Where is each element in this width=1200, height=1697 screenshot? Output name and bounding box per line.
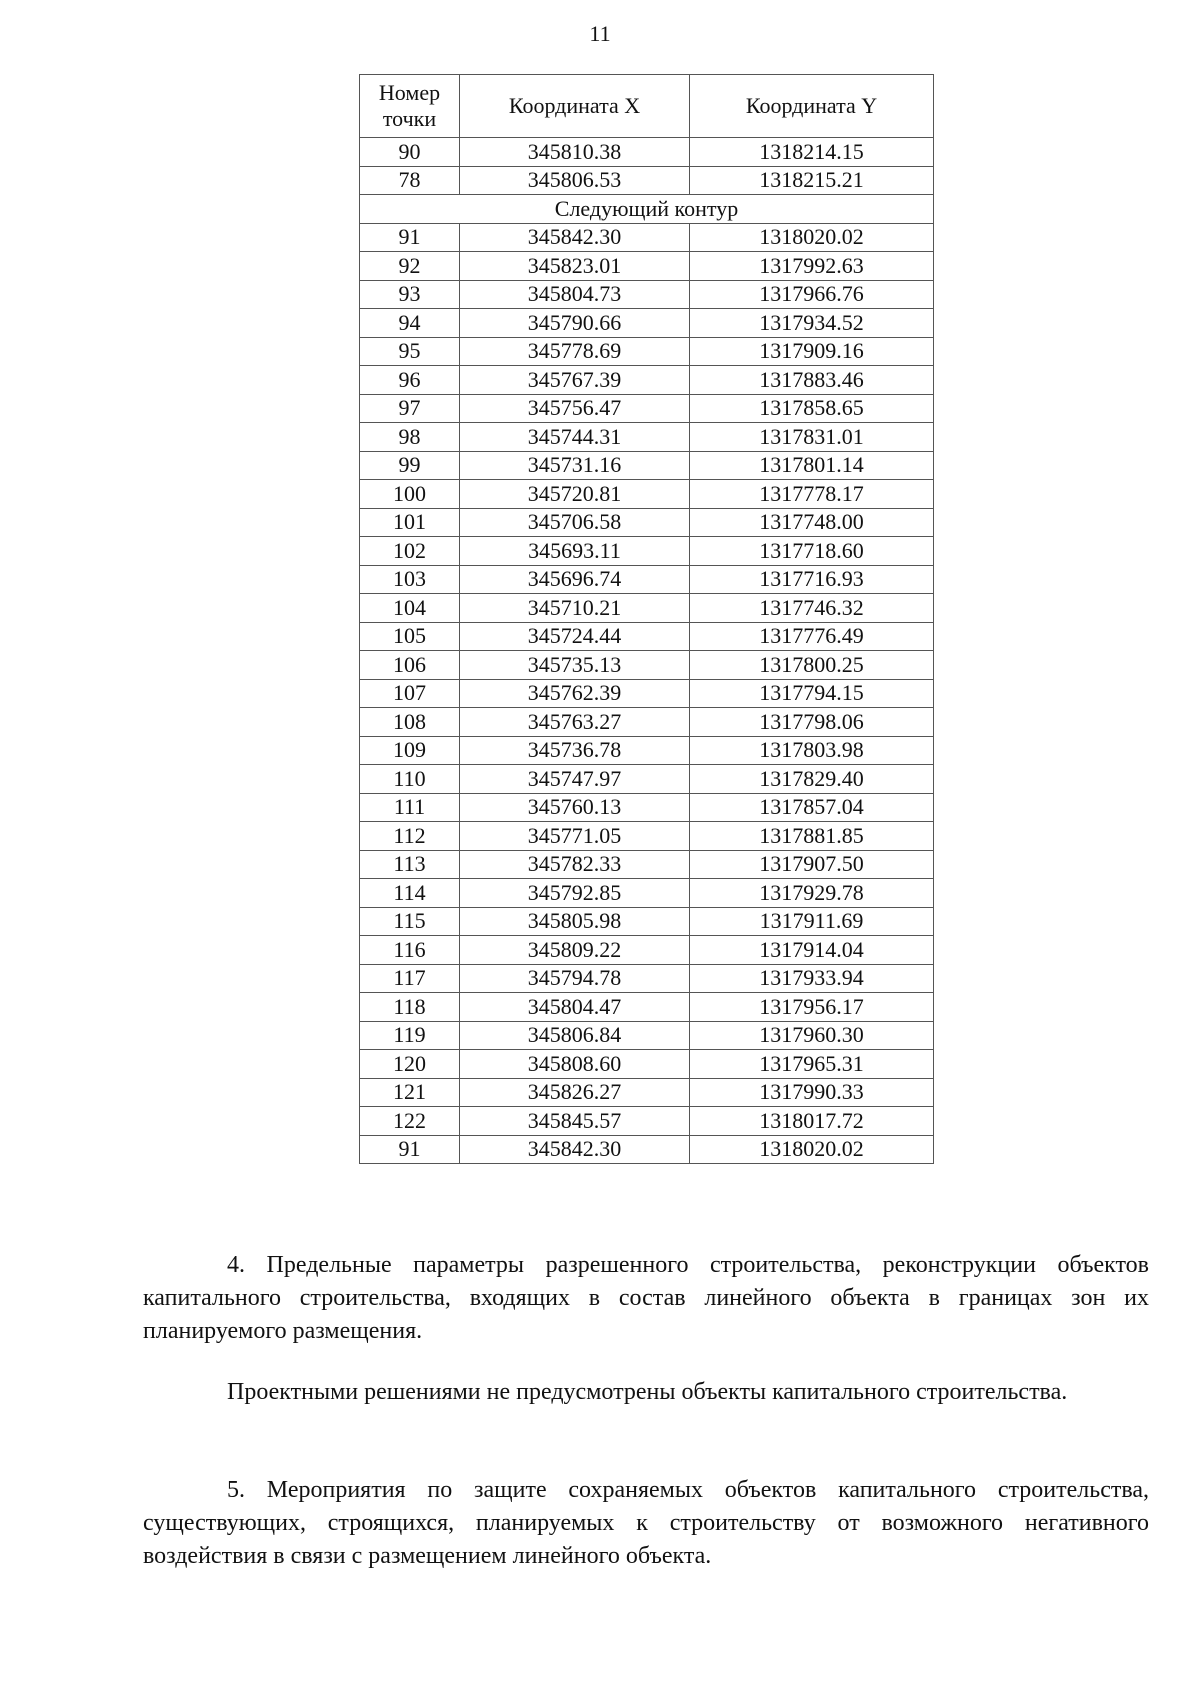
cell-coordinate-y: 1317883.46 bbox=[690, 366, 934, 395]
cell-coordinate-x: 345767.39 bbox=[460, 366, 690, 395]
note-text: Проектными решениями не предусмотрены объекты капитального строительства. bbox=[227, 1379, 1068, 1405]
cell-point-number: 94 bbox=[360, 309, 460, 338]
cell-coordinate-x: 345731.16 bbox=[460, 451, 690, 480]
cell-point-number: 97 bbox=[360, 394, 460, 423]
cell-coordinate-x: 345744.31 bbox=[460, 423, 690, 452]
cell-coordinate-y: 1318017.72 bbox=[690, 1107, 934, 1136]
cell-point-number: 93 bbox=[360, 280, 460, 309]
cell-coordinate-y: 1317748.00 bbox=[690, 508, 934, 537]
cell-point-number: 108 bbox=[360, 708, 460, 737]
table-row bbox=[360, 1107, 934, 1136]
table-row bbox=[360, 765, 934, 794]
cell-coordinate-x: 345747.97 bbox=[460, 765, 690, 794]
cell-coordinate-x: 345806.53 bbox=[460, 166, 690, 195]
cell-coordinate-y: 1317934.52 bbox=[690, 309, 934, 338]
header-coordinate-y: Координата Y bbox=[690, 75, 934, 138]
cell-coordinate-x: 345771.05 bbox=[460, 822, 690, 851]
cell-coordinate-x: 345736.78 bbox=[460, 736, 690, 765]
cell-coordinate-y: 1318215.21 bbox=[690, 166, 934, 195]
table-row bbox=[360, 793, 934, 822]
cell-coordinate-x: 345842.30 bbox=[460, 223, 690, 252]
table-row bbox=[360, 451, 934, 480]
cell-coordinate-y: 1317909.16 bbox=[690, 337, 934, 366]
table-row bbox=[360, 594, 934, 623]
table-row bbox=[360, 1050, 934, 1079]
table-row bbox=[360, 822, 934, 851]
cell-point-number: 91 bbox=[360, 1135, 460, 1164]
cell-coordinate-y: 1317911.69 bbox=[690, 907, 934, 936]
section-4-paragraph bbox=[143, 1249, 1149, 1348]
header-coordinate-x: Координата X bbox=[460, 75, 690, 138]
table-row bbox=[360, 223, 934, 252]
table-row bbox=[360, 736, 934, 765]
table-row bbox=[360, 394, 934, 423]
table-row bbox=[360, 166, 934, 195]
cell-coordinate-x: 345706.58 bbox=[460, 508, 690, 537]
table-row bbox=[360, 537, 934, 566]
cell-point-number: 113 bbox=[360, 850, 460, 879]
table-row bbox=[360, 1078, 934, 1107]
cell-point-number: 91 bbox=[360, 223, 460, 252]
table-row bbox=[360, 850, 934, 879]
section-5-text: 5. Мероприятия по защите сохраняемых объектов капитального строительства, существующих, строящихся, планируемых к строительству от возможного негативного воздействия в связи с размещением линейного объекта. bbox=[143, 1477, 1149, 1569]
cell-point-number: 114 bbox=[360, 879, 460, 908]
cell-point-number: 78 bbox=[360, 166, 460, 195]
cell-coordinate-y: 1317831.01 bbox=[690, 423, 934, 452]
cell-coordinate-x: 345808.60 bbox=[460, 1050, 690, 1079]
table-row bbox=[360, 964, 934, 993]
cell-coordinate-x: 345804.47 bbox=[460, 993, 690, 1022]
cell-point-number: 104 bbox=[360, 594, 460, 623]
cell-point-number: 99 bbox=[360, 451, 460, 480]
table-body-contour-2 bbox=[360, 223, 934, 1164]
cell-point-number: 98 bbox=[360, 423, 460, 452]
cell-coordinate-y: 1318020.02 bbox=[690, 223, 934, 252]
table-row bbox=[360, 508, 934, 537]
cell-point-number: 116 bbox=[360, 936, 460, 965]
cell-coordinate-y: 1317881.85 bbox=[690, 822, 934, 851]
cell-coordinate-y: 1317858.65 bbox=[690, 394, 934, 423]
cell-point-number: 121 bbox=[360, 1078, 460, 1107]
table-row bbox=[360, 252, 934, 281]
table-row bbox=[360, 366, 934, 395]
note-paragraph bbox=[143, 1376, 1149, 1409]
header-point-number: Номер точки bbox=[360, 75, 460, 138]
cell-coordinate-x: 345710.21 bbox=[460, 594, 690, 623]
cell-coordinate-y: 1317956.17 bbox=[690, 993, 934, 1022]
cell-point-number: 92 bbox=[360, 252, 460, 281]
cell-coordinate-y: 1317794.15 bbox=[690, 679, 934, 708]
cell-coordinate-x: 345826.27 bbox=[460, 1078, 690, 1107]
cell-coordinate-y: 1317907.50 bbox=[690, 850, 934, 879]
table-row bbox=[360, 309, 934, 338]
cell-coordinate-x: 345842.30 bbox=[460, 1135, 690, 1164]
table-row bbox=[360, 907, 934, 936]
cell-point-number: 119 bbox=[360, 1021, 460, 1050]
table-row bbox=[360, 993, 934, 1022]
cell-coordinate-y: 1317857.04 bbox=[690, 793, 934, 822]
cell-coordinate-x: 345763.27 bbox=[460, 708, 690, 737]
cell-coordinate-y: 1317776.49 bbox=[690, 622, 934, 651]
cell-coordinate-y: 1317803.98 bbox=[690, 736, 934, 765]
cell-coordinate-x: 345790.66 bbox=[460, 309, 690, 338]
section-label: Следующий контур bbox=[360, 195, 934, 224]
page-number: 11 bbox=[589, 21, 611, 46]
cell-coordinate-y: 1317929.78 bbox=[690, 879, 934, 908]
cell-coordinate-x: 345794.78 bbox=[460, 964, 690, 993]
cell-coordinate-x: 345845.57 bbox=[460, 1107, 690, 1136]
coordinates-table bbox=[359, 74, 934, 1164]
table-header-row bbox=[360, 75, 934, 138]
cell-point-number: 103 bbox=[360, 565, 460, 594]
cell-coordinate-y: 1317718.60 bbox=[690, 537, 934, 566]
cell-coordinate-y: 1317933.94 bbox=[690, 964, 934, 993]
table-section-divider bbox=[360, 195, 934, 224]
cell-coordinate-x: 345823.01 bbox=[460, 252, 690, 281]
cell-coordinate-x: 345720.81 bbox=[460, 480, 690, 509]
cell-coordinate-x: 345809.22 bbox=[460, 936, 690, 965]
cell-coordinate-y: 1317960.30 bbox=[690, 1021, 934, 1050]
cell-point-number: 107 bbox=[360, 679, 460, 708]
section-label-row bbox=[360, 195, 934, 224]
cell-coordinate-y: 1318020.02 bbox=[690, 1135, 934, 1164]
table-row bbox=[360, 1021, 934, 1050]
cell-point-number: 109 bbox=[360, 736, 460, 765]
table-row bbox=[360, 879, 934, 908]
cell-coordinate-y: 1317800.25 bbox=[690, 651, 934, 680]
cell-point-number: 112 bbox=[360, 822, 460, 851]
cell-coordinate-x: 345778.69 bbox=[460, 337, 690, 366]
table-row bbox=[360, 480, 934, 509]
table-body-contour-1 bbox=[360, 138, 934, 195]
table-row bbox=[360, 936, 934, 965]
cell-point-number: 122 bbox=[360, 1107, 460, 1136]
cell-coordinate-y: 1317992.63 bbox=[690, 252, 934, 281]
cell-coordinate-x: 345810.38 bbox=[460, 138, 690, 167]
cell-point-number: 118 bbox=[360, 993, 460, 1022]
table-row bbox=[360, 565, 934, 594]
cell-coordinate-y: 1317965.31 bbox=[690, 1050, 934, 1079]
table-row bbox=[360, 679, 934, 708]
cell-coordinate-x: 345806.84 bbox=[460, 1021, 690, 1050]
cell-coordinate-y: 1317829.40 bbox=[690, 765, 934, 794]
cell-point-number: 101 bbox=[360, 508, 460, 537]
cell-coordinate-y: 1317746.32 bbox=[690, 594, 934, 623]
cell-coordinate-x: 345762.39 bbox=[460, 679, 690, 708]
table-row bbox=[360, 708, 934, 737]
cell-coordinate-x: 345696.74 bbox=[460, 565, 690, 594]
cell-coordinate-x: 345735.13 bbox=[460, 651, 690, 680]
table-row bbox=[360, 622, 934, 651]
cell-point-number: 100 bbox=[360, 480, 460, 509]
section-4-text: 4. Предельные параметры разрешенного строительства, реконструкции объектов капитального строительства, входящих в состав линейного объекта в границах зон их планируемого размещения. bbox=[143, 1252, 1149, 1344]
cell-point-number: 115 bbox=[360, 907, 460, 936]
cell-coordinate-y: 1317801.14 bbox=[690, 451, 934, 480]
cell-coordinate-y: 1317778.17 bbox=[690, 480, 934, 509]
cell-coordinate-x: 345756.47 bbox=[460, 394, 690, 423]
cell-point-number: 117 bbox=[360, 964, 460, 993]
cell-coordinate-x: 345804.73 bbox=[460, 280, 690, 309]
cell-coordinate-x: 345693.11 bbox=[460, 537, 690, 566]
cell-coordinate-y: 1317990.33 bbox=[690, 1078, 934, 1107]
cell-coordinate-y: 1317966.76 bbox=[690, 280, 934, 309]
table-row bbox=[360, 138, 934, 167]
cell-point-number: 95 bbox=[360, 337, 460, 366]
cell-point-number: 105 bbox=[360, 622, 460, 651]
cell-point-number: 111 bbox=[360, 793, 460, 822]
cell-point-number: 90 bbox=[360, 138, 460, 167]
cell-point-number: 96 bbox=[360, 366, 460, 395]
cell-point-number: 120 bbox=[360, 1050, 460, 1079]
cell-point-number: 110 bbox=[360, 765, 460, 794]
cell-coordinate-x: 345782.33 bbox=[460, 850, 690, 879]
cell-coordinate-x: 345760.13 bbox=[460, 793, 690, 822]
cell-coordinate-y: 1317914.04 bbox=[690, 936, 934, 965]
cell-coordinate-x: 345805.98 bbox=[460, 907, 690, 936]
cell-coordinate-y: 1318214.15 bbox=[690, 138, 934, 167]
cell-coordinate-y: 1317798.06 bbox=[690, 708, 934, 737]
table-row bbox=[360, 337, 934, 366]
cell-coordinate-y: 1317716.93 bbox=[690, 565, 934, 594]
cell-point-number: 102 bbox=[360, 537, 460, 566]
section-5-paragraph bbox=[143, 1474, 1149, 1573]
table-row bbox=[360, 1135, 934, 1164]
cell-coordinate-x: 345792.85 bbox=[460, 879, 690, 908]
cell-coordinate-x: 345724.44 bbox=[460, 622, 690, 651]
table-row bbox=[360, 423, 934, 452]
cell-point-number: 106 bbox=[360, 651, 460, 680]
table-row bbox=[360, 651, 934, 680]
table-row bbox=[360, 280, 934, 309]
